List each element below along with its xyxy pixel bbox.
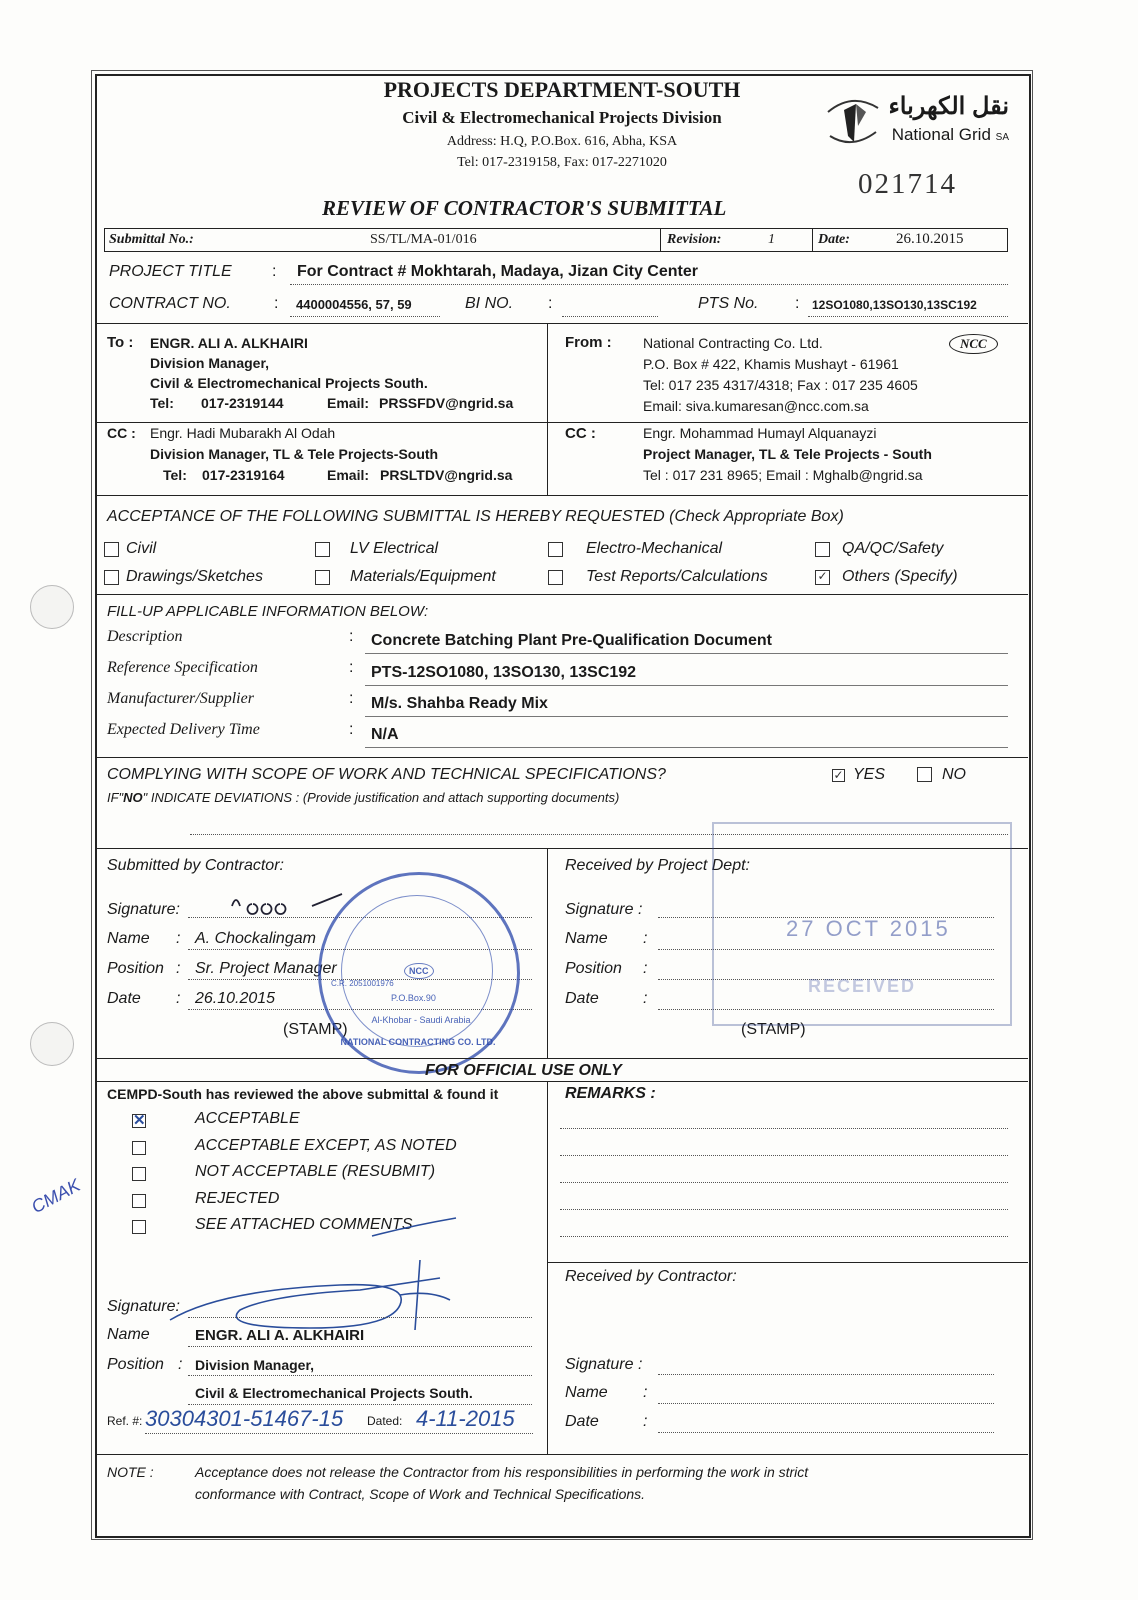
official-position-colon: : xyxy=(178,1356,183,1373)
margin-handwritten-note: CMAK xyxy=(28,1175,84,1218)
deviations-text: " INDICATE DEVIATIONS : (Provide justification and attach supporting documents) xyxy=(142,790,620,805)
to-cc-tel: 017-2319164 xyxy=(202,467,285,483)
punch-hole xyxy=(30,585,74,629)
cross-mark-icon: ✕ xyxy=(133,1112,146,1129)
manufacturer-line xyxy=(365,716,1008,717)
official-position-label: Position xyxy=(107,1356,164,1373)
section-divider xyxy=(96,495,1028,496)
from-cc-label: CC : xyxy=(565,425,596,442)
acceptance-heading: ACCEPTANCE OF THE FOLLOWING SUBMITTAL IS HEREBY REQUESTED (Check Appropriate Box) xyxy=(107,508,844,525)
project-title-value: For Contract # Mokhtarah, Madaya, Jizan City Center xyxy=(297,263,698,280)
from-company: National Contracting Co. Ltd. xyxy=(643,335,823,351)
header-address: Address: H.Q, P.O.Box. 616, Abha, KSA xyxy=(446,134,678,149)
acceptance-option-label: QA/QC/Safety xyxy=(842,540,944,557)
section-divider xyxy=(96,594,1028,595)
official-name-label: Name xyxy=(107,1326,150,1343)
submitted-name-label: Name xyxy=(107,930,150,947)
from-cc-role: Project Manager, TL & Tele Projects - South xyxy=(643,446,932,462)
to-name: ENGR. ALI A. ALKHAIRI xyxy=(150,335,308,351)
punch-hole xyxy=(30,1022,74,1066)
received-contractor-name-label: Name xyxy=(565,1384,608,1401)
deviations-note xyxy=(107,790,619,805)
manufacturer-value: M/s. Shahba Ready Mix xyxy=(371,695,548,712)
stamp-company-text: NATIONAL CONTRACTING CO. LTD. xyxy=(340,1037,496,1047)
review-status-label: REJECTED xyxy=(195,1190,280,1207)
from-email: Email: siva.kumaresan@ncc.com.sa xyxy=(643,398,869,414)
header-tel: Tel: 017-2319158, Fax: 017-2271020 xyxy=(457,155,667,170)
form-title: REVIEW OF CONTRACTOR'S SUBMITTAL xyxy=(322,196,727,220)
pts-no-label: PTS No. xyxy=(698,295,759,312)
bi-no-colon: : xyxy=(548,295,553,312)
submitted-name-colon: : xyxy=(176,930,181,947)
fill-up-heading: FILL-UP APPLICABLE INFORMATION BELOW: xyxy=(107,603,429,620)
received-stamp-word: RECEIVED xyxy=(808,976,917,996)
contract-no-label: CONTRACT NO. xyxy=(109,295,231,312)
submitted-stamp-label: (STAMP) xyxy=(283,1021,348,1038)
project-title-label: PROJECT TITLE xyxy=(109,263,232,280)
review-status-checkbox[interactable] xyxy=(132,1220,146,1234)
yes-checkbox[interactable] xyxy=(832,769,845,782)
submitted-position-value: Sr. Project Manager xyxy=(195,960,337,977)
description-line xyxy=(365,653,1008,654)
project-title-colon: : xyxy=(272,263,277,280)
submitted-date-value: 26.10.2015 xyxy=(195,990,276,1007)
logo-english-name: National Grid xyxy=(891,125,991,144)
official-use-heading: FOR OFFICIAL USE ONLY xyxy=(425,1062,622,1079)
received-dept-signature-label: Signature : xyxy=(565,901,643,918)
submitted-date-label: Date xyxy=(107,990,141,1007)
remarks-label: REMARKS : xyxy=(565,1085,656,1102)
review-status-label: SEE ATTACHED COMMENTS xyxy=(195,1216,413,1233)
remarks-line xyxy=(560,1155,1008,1156)
check-mark-icon: ✓ xyxy=(817,569,828,583)
no-label: NO xyxy=(942,766,966,783)
stamp-cr-text: C.R. 2051001976 xyxy=(331,979,394,988)
cc-divider xyxy=(96,422,1028,423)
remarks-line xyxy=(560,1236,1008,1237)
received-dept-name-label: Name xyxy=(565,930,608,947)
official-name-line xyxy=(188,1346,532,1347)
ncc-logo: NCC xyxy=(949,334,998,354)
official-name-value: ENGR. ALI A. ALKHAIRI xyxy=(195,1327,365,1344)
acceptance-checkbox[interactable] xyxy=(104,542,119,557)
reference-label: Reference Specification xyxy=(107,659,258,676)
remarks-bottom-border xyxy=(547,1262,1028,1263)
deviations-prefix: IF" xyxy=(107,790,124,805)
received-contractor-signature-label: Signature : xyxy=(565,1356,643,1373)
ncc-company-stamp xyxy=(318,872,520,1074)
acceptance-checkbox[interactable] xyxy=(815,570,830,585)
submittal-divider xyxy=(660,228,661,252)
acceptance-option-label: Others (Specify) xyxy=(842,568,958,585)
acceptance-checkbox[interactable] xyxy=(815,542,830,557)
received-dept-position-label: Position xyxy=(565,960,622,977)
reference-value: PTS-12SO1080, 13SO130, 13SC192 xyxy=(371,664,637,681)
received-date-stamp xyxy=(712,822,1012,1026)
to-cc-tel-label: Tel: xyxy=(163,467,187,483)
review-status-checkbox[interactable] xyxy=(132,1167,146,1181)
pts-no-line xyxy=(808,316,1008,317)
submitted-signature-label: Signature: xyxy=(107,901,180,918)
acceptance-option-label: Civil xyxy=(126,540,157,557)
submittal-divider xyxy=(812,228,813,252)
to-email: PRSSFDV@ngrid.sa xyxy=(379,395,514,411)
from-tel-fax: Tel: 017 235 4317/4318; Fax : 017 235 4605 xyxy=(643,377,918,393)
submitted-position-colon: : xyxy=(176,960,181,977)
ref-line xyxy=(145,1433,533,1434)
submittal-date-value: 26.10.2015 xyxy=(896,231,964,247)
section-divider xyxy=(96,323,1028,324)
acceptance-checkbox[interactable] xyxy=(104,570,119,585)
to-cc-label: CC : xyxy=(107,425,136,441)
section-divider xyxy=(96,1081,1028,1082)
remarks-line xyxy=(560,1182,1008,1183)
remarks-line xyxy=(560,1128,1008,1129)
received-dept-name-colon: : xyxy=(643,930,648,947)
section-divider xyxy=(96,757,1028,758)
submitted-received-divider xyxy=(547,848,548,1058)
received-contractor-date-line xyxy=(658,1432,994,1433)
division-title: Civil & Electromechanical Projects Division xyxy=(402,108,722,127)
national-grid-logo xyxy=(822,92,1012,162)
to-cc-role: Division Manager, TL & Tele Projects-South xyxy=(150,446,439,462)
dated-value: 4-11-2015 xyxy=(416,1406,515,1431)
note-text-line1: Acceptance does not release the Contractor from his responsibilities in performing the work in strict xyxy=(195,1464,809,1480)
to-tel-label: Tel: xyxy=(150,395,174,411)
logo-arabic-text: نقل الكهرباء xyxy=(888,93,1009,120)
received-contractor-date-colon: : xyxy=(643,1413,648,1430)
acceptance-option-label: Drawings/Sketches xyxy=(126,568,263,585)
official-org-line xyxy=(188,1404,532,1405)
review-status-label: NOT ACCEPTABLE (RESUBMIT) xyxy=(195,1163,436,1180)
department-title: PROJECTS DEPARTMENT-SOUTH xyxy=(383,77,741,102)
contract-no-colon: : xyxy=(274,295,279,312)
national-grid-emblem-icon xyxy=(822,92,882,152)
review-status-checkbox[interactable] xyxy=(132,1114,146,1128)
review-status-label: ACCEPTABLE xyxy=(195,1110,300,1127)
comments-strike-mark xyxy=(370,1216,460,1246)
acceptance-option-label: Materials/Equipment xyxy=(350,568,496,585)
complying-question: COMPLYING WITH SCOPE OF WORK AND TECHNICAL SPECIFICATIONS? xyxy=(107,766,666,783)
to-label: To : xyxy=(107,334,134,351)
note-label: NOTE : xyxy=(107,1464,154,1480)
manufacturer-colon: : xyxy=(349,690,354,707)
delivery-label: Expected Delivery Time xyxy=(107,721,260,738)
pts-no-value: 12SO1080,13SO130,13SC192 xyxy=(812,298,977,312)
reference-colon: : xyxy=(349,659,354,676)
review-status-checkbox[interactable] xyxy=(132,1141,146,1155)
stamp-box-text: P.O.Box.90 xyxy=(391,993,436,1003)
received-dept-date-label: Date xyxy=(565,990,599,1007)
revision-label: Revision: xyxy=(667,232,722,247)
submittal-row-box xyxy=(104,228,1008,252)
from-label: From : xyxy=(565,334,612,351)
acceptance-checkbox[interactable] xyxy=(315,570,330,585)
ref-label: Ref. #: xyxy=(107,1414,143,1428)
review-status-checkbox[interactable] xyxy=(132,1194,146,1208)
date-label: Date: xyxy=(818,232,850,247)
to-tel: 017-2319144 xyxy=(201,395,284,411)
contract-no-line xyxy=(290,316,440,317)
submitted-position-label: Position xyxy=(107,960,164,977)
stamp-city-text: Al-Khobar - Saudi Arabia xyxy=(371,1015,471,1025)
project-title-line xyxy=(290,284,1008,285)
submitted-date-colon: : xyxy=(176,990,181,1007)
from-cc-contact: Tel : 017 231 8965; Email : Mghalb@ngrid.sa xyxy=(643,467,923,483)
manufacturer-label: Manufacturer/Supplier xyxy=(107,690,254,707)
delivery-value: N/A xyxy=(371,726,399,743)
received-dept-date-colon: : xyxy=(643,990,648,1007)
received-dept-stamp-label: (STAMP) xyxy=(741,1021,806,1038)
review-status-label: ACCEPTABLE EXCEPT, AS NOTED xyxy=(195,1137,457,1154)
to-email-label: Email: xyxy=(327,395,370,411)
received-contractor-signature-line xyxy=(658,1374,994,1375)
received-contractor-name-line xyxy=(658,1403,994,1404)
logo-english-text xyxy=(884,125,1009,145)
submittal-no-value: SS/TL/MA-01/016 xyxy=(370,232,477,247)
acceptance-option-label: Test Reports/Calculations xyxy=(586,568,768,585)
to-org: Civil & Electromechanical Projects South. xyxy=(150,375,428,391)
logo-suffix: SA xyxy=(995,132,1009,143)
pts-no-colon: : xyxy=(795,295,800,312)
acceptance-option-label: LV Electrical xyxy=(350,540,439,557)
to-cc-email-label: Email: xyxy=(327,467,370,483)
description-value: Concrete Batching Plant Pre-Qualification Document xyxy=(371,632,772,649)
from-cc-name: Engr. Mohammad Humayl Alquanayzi xyxy=(643,425,877,441)
official-divider xyxy=(547,1081,548,1454)
received-dept-position-colon: : xyxy=(643,960,648,977)
acceptance-checkbox[interactable] xyxy=(548,570,563,585)
received-stamp-date: 27 OCT 2015 xyxy=(786,916,951,941)
stamp-center-mark: NCC xyxy=(404,963,434,979)
official-position-value: Division Manager, xyxy=(195,1357,315,1373)
contract-no-value: 4400004556, 57, 59 xyxy=(296,297,412,312)
official-signature-line xyxy=(188,1317,532,1318)
no-checkbox[interactable] xyxy=(917,767,932,782)
bi-no-line xyxy=(562,316,658,317)
from-po-box: P.O. Box # 422, Khamis Mushayt - 61961 xyxy=(643,356,899,372)
received-dept-heading: Received by Project Dept: xyxy=(565,857,750,874)
deviations-no: NO xyxy=(123,790,143,805)
to-cc-name: Engr. Hadi Mubarakh Al Odah xyxy=(150,425,336,441)
reference-line xyxy=(365,685,1008,686)
note-text-line2: conformance with Contract, Scope of Work and Technical Specifications. xyxy=(195,1486,646,1502)
received-contractor-name-colon: : xyxy=(643,1384,648,1401)
received-contractor-date-label: Date xyxy=(565,1413,599,1430)
acceptance-checkbox[interactable] xyxy=(548,542,563,557)
submitted-heading: Submitted by Contractor: xyxy=(107,857,284,874)
delivery-colon: : xyxy=(349,721,354,738)
to-cc-email: PRSLTDV@ngrid.sa xyxy=(380,467,513,483)
review-heading: CEMPD-South has reviewed the above submittal & found it xyxy=(107,1086,499,1102)
official-position-line xyxy=(188,1375,532,1376)
revision-value: 1 xyxy=(768,232,775,247)
serial-number: 021714 xyxy=(858,168,957,200)
delivery-line xyxy=(365,747,1008,748)
dated-label: Dated: xyxy=(367,1414,403,1428)
received-contractor-heading: Received by Contractor: xyxy=(565,1268,737,1285)
section-divider xyxy=(96,1058,1028,1059)
check-mark-icon: ✓ xyxy=(833,768,844,782)
bi-no-label: BI NO. xyxy=(465,295,514,312)
official-position-org: Civil & Electromechanical Projects South. xyxy=(195,1385,473,1401)
official-signature-label: Signature: xyxy=(107,1298,180,1315)
remarks-line xyxy=(560,1209,1008,1210)
yes-label: YES xyxy=(853,766,886,783)
ref-number: 30304301-51467-15 xyxy=(145,1406,344,1431)
submitted-name-value: A. Chockalingam xyxy=(195,930,316,947)
to-from-divider xyxy=(547,323,548,495)
acceptance-option-label: Electro-Mechanical xyxy=(586,540,723,557)
to-role: Division Manager, xyxy=(150,355,270,371)
submittal-no-label: Submittal No.: xyxy=(109,232,194,247)
section-divider xyxy=(96,1454,1028,1455)
acceptance-checkbox[interactable] xyxy=(315,542,330,557)
description-label: Description xyxy=(107,628,183,645)
description-colon: : xyxy=(349,628,354,645)
